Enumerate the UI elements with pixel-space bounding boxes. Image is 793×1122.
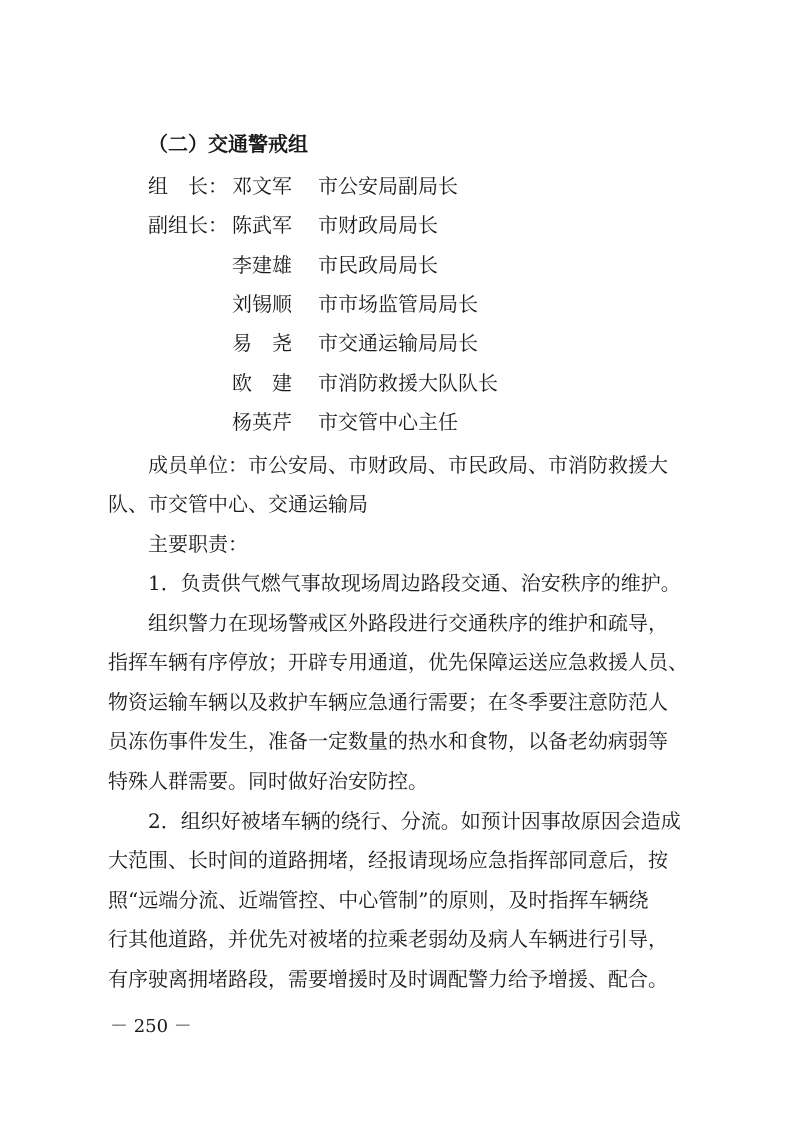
- deputy-name: 刘锡顺: [232, 292, 292, 316]
- page-number: － 250 －: [110, 1016, 192, 1037]
- members-line: 成员单位：市公安局、市财政局、市民政局、市消防救援大: [148, 453, 668, 477]
- duty2-line: 大范围、长时间的道路拥堵，经报请现场应急指挥部同意后，按: [108, 848, 668, 872]
- deputy-title: 市财政局局长: [318, 213, 438, 237]
- deputy-title: 市交管中心主任: [318, 410, 458, 434]
- deputy-title: 市民政局局长: [318, 253, 438, 277]
- deputy-name: 易 尧: [232, 331, 292, 355]
- deputy-name: 欧 建: [232, 371, 292, 395]
- duty2-line: 有序驶离拥堵路段，需要增援时及时调配警力给予增援、配合。: [108, 967, 668, 991]
- duty1-line: 指挥车辆有序停放；开辟专用通道，优先保障运送应急救援人员、: [108, 650, 688, 674]
- deputy-name: 杨英芹: [232, 410, 292, 434]
- duty2-line: 2．组织好被堵车辆的绕行、分流。如预计因事故原因会造成: [148, 809, 681, 833]
- section-heading: （二）交通警戒组: [148, 132, 308, 156]
- leader-title: 市公安局副局长: [318, 174, 458, 198]
- duty1-line: 1．负责供气燃气事故现场周边路段交通、治安秩序的维护。: [148, 571, 681, 595]
- duty2-line: 行其他道路，并优先对被堵的拉乘老弱幼及病人车辆进行引导，: [108, 927, 668, 951]
- deputy-title: 市消防救援大队队长: [318, 371, 498, 395]
- deputy-role-label: 副组长：: [148, 213, 228, 237]
- members-line: 队、市交管中心、交通运输局: [108, 492, 368, 516]
- leader-name: 邓文军: [232, 174, 292, 198]
- duty1-line: 组织警力在现场警戒区外路段进行交通秩序的维护和疏导，: [148, 611, 668, 635]
- deputy-title: 市市场监管局局长: [318, 292, 478, 316]
- leader-role-label: 组 长：: [148, 174, 228, 198]
- deputy-title: 市交通运输局局长: [318, 331, 478, 355]
- deputy-name: 陈武军: [232, 213, 292, 237]
- duty1-line: 特殊人群需要。同时做好治安防控。: [108, 769, 428, 793]
- duties-label: 主要职责：: [148, 532, 248, 556]
- duty2-line: 照“远端分流、近端管控、中心管制”的原则，及时指挥车辆绕: [108, 888, 649, 912]
- duty1-line: 员冻伤事件发生，准备一定数量的热水和食物，以备老幼病弱等: [108, 729, 668, 753]
- duty1-line: 物资运输车辆以及救护车辆应急通行需要；在冬季要注意防范人: [108, 690, 668, 714]
- deputy-name: 李建雄: [232, 253, 292, 277]
